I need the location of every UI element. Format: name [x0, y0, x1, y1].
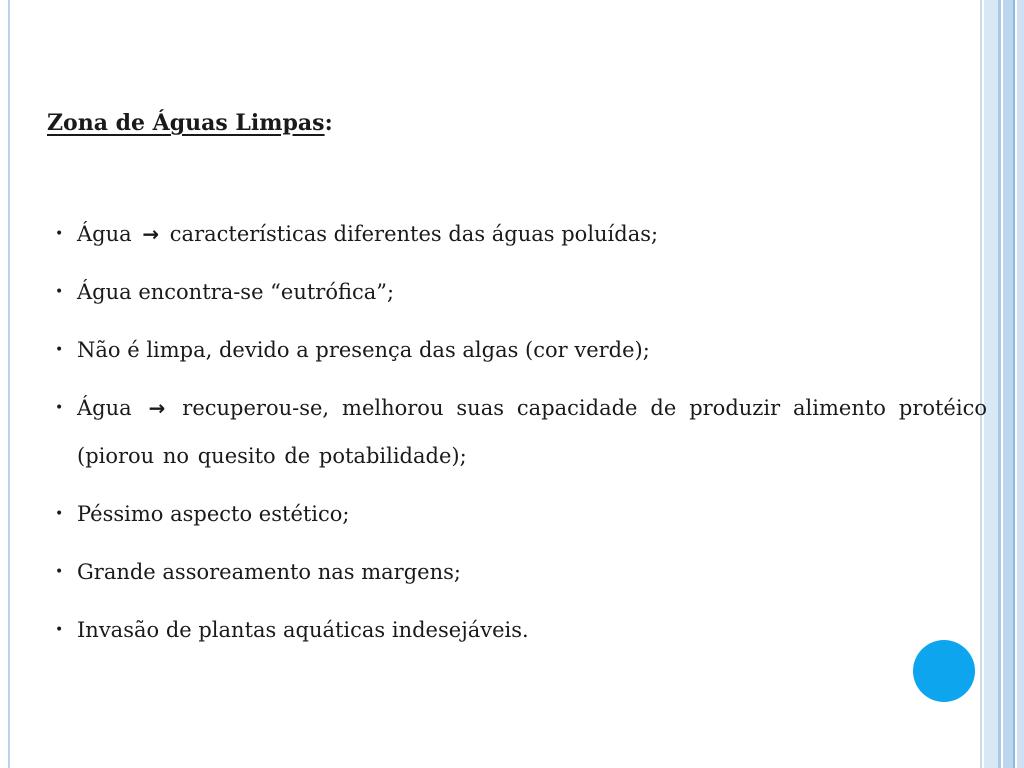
- bullet-item: [47, 268, 987, 316]
- bullet-list: [47, 210, 987, 664]
- heading-suffix: :: [324, 110, 333, 136]
- bullet-dot-icon: •: [55, 564, 64, 580]
- bullet-text-before: Água: [77, 222, 132, 246]
- bullet-dot-icon: •: [55, 284, 64, 300]
- bullet-item: [47, 326, 987, 374]
- bullet-dot-icon: •: [55, 622, 64, 638]
- right-arrow-icon: →: [148, 396, 166, 420]
- bullet-text-after: recuperou-se, melhorou suas capacidade de produzir alimento protéico (piorou no quesito de potabilidade);: [77, 396, 987, 468]
- bullet-text-after: características diferentes das águas poluídas;: [169, 222, 659, 246]
- bullet-item: [47, 606, 987, 654]
- bullet-text-before: Água: [77, 396, 132, 420]
- blue-circle-decoration: [913, 640, 975, 702]
- slide-heading: [47, 106, 333, 140]
- stripe: [1003, 0, 1013, 768]
- left-border-line: [8, 0, 10, 768]
- stripe: [1017, 0, 1024, 768]
- bullet-dot-icon: •: [55, 506, 64, 522]
- heading-title: Zona de Águas Limpas: [47, 110, 325, 136]
- bullet-item: [47, 490, 987, 538]
- bullet-text: Péssimo aspecto estético;: [77, 502, 350, 526]
- bullet-item: [47, 548, 987, 596]
- right-arrow-icon: →: [142, 222, 160, 246]
- bullet-text: Água encontra-se “eutrófica”;: [77, 280, 395, 304]
- bullet-text: Invasão de plantas aquáticas indesejáveis.: [77, 618, 529, 642]
- bullet-dot-icon: •: [55, 226, 64, 242]
- bullet-dot-icon: •: [55, 400, 64, 416]
- stripe: [1013, 0, 1015, 768]
- bullet-text: Grande assoreamento nas margens;: [77, 560, 461, 584]
- bullet-item: [47, 210, 987, 258]
- bullet-text: Não é limpa, devido a presença das algas (cor verde);: [77, 338, 650, 362]
- bullet-item: [47, 384, 987, 480]
- stripe: [998, 0, 1001, 768]
- bullet-dot-icon: •: [55, 342, 64, 358]
